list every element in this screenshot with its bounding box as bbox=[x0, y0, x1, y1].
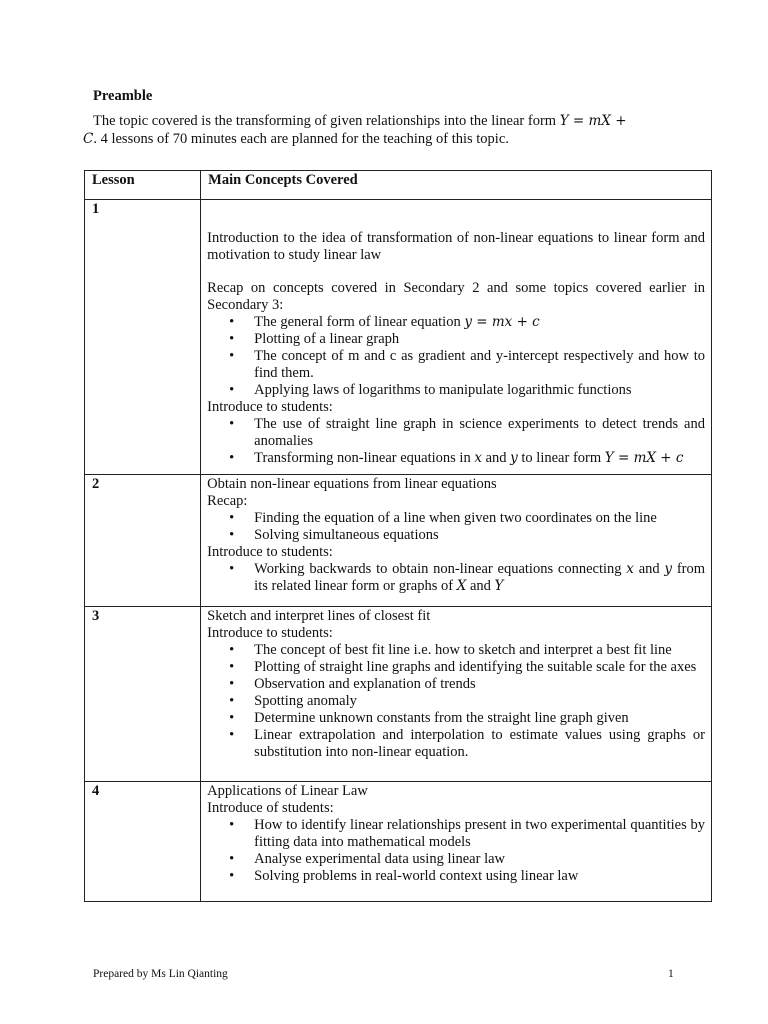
list-item: • Plotting of a linear graph bbox=[207, 331, 705, 348]
list-item: • How to identify linear relationships present in two experimental quantities by fitting data into mathematical models bbox=[207, 817, 705, 851]
list-item: • The use of straight line graph in science experiments to detect trends and anomalies bbox=[207, 416, 705, 450]
table-row-lesson-1 bbox=[85, 200, 712, 475]
lesson-number: 2 bbox=[92, 476, 100, 492]
lesson-2-recap: Recap: bbox=[207, 493, 248, 509]
intro-math-b: C bbox=[83, 131, 94, 147]
lesson-3-introduce: Introduce to students: bbox=[207, 625, 333, 641]
lesson-concepts-cell bbox=[201, 782, 712, 902]
lesson-2-recap-list bbox=[207, 510, 705, 544]
list-item: • Solving simultaneous equations bbox=[207, 527, 705, 544]
header-lesson: Lesson bbox=[85, 171, 201, 200]
lesson-3-list bbox=[207, 642, 705, 761]
lesson-2-introduce: Introduce to students: bbox=[207, 544, 333, 560]
lesson-3-intro: Sketch and interpret lines of closest fit bbox=[207, 608, 431, 624]
list-item: • The concept of best fit line i.e. how to sketch and interpret a best fit line bbox=[207, 642, 705, 659]
footer-page-number: 1 bbox=[668, 968, 674, 980]
lesson-number-cell bbox=[85, 475, 201, 607]
lesson-1-recap-list bbox=[207, 314, 705, 399]
list-item: • Finding the equation of a line when given two coordinates on the line bbox=[207, 510, 705, 527]
list-item: • Spotting anomaly bbox=[207, 693, 705, 710]
footer-author: Prepared by Ms Lin Qianting bbox=[93, 968, 228, 980]
list-item: • The general form of linear equation y = mx + c bbox=[207, 314, 705, 331]
list-item: • Analyse experimental data using linear law bbox=[207, 851, 705, 868]
lesson-4-introduce: Introduce of students: bbox=[207, 800, 334, 816]
intro-text-b: . 4 lessons of 70 minutes each are planned for the teaching of this topic. bbox=[93, 131, 509, 147]
intro-paragraph bbox=[83, 112, 683, 148]
lesson-2-introduce-list bbox=[207, 561, 705, 595]
table-row-lesson-4 bbox=[85, 782, 712, 902]
intro-line-2 bbox=[83, 130, 683, 148]
lesson-concepts-cell bbox=[201, 200, 712, 475]
header-main-concepts: Main Concepts Covered bbox=[201, 171, 712, 200]
lesson-concepts-cell bbox=[201, 475, 712, 607]
intro-line-1 bbox=[83, 112, 683, 130]
lesson-number-cell bbox=[85, 607, 201, 782]
list-item: • Linear extrapolation and interpolation to estimate values using graphs or substitution into non-linear equation. bbox=[207, 727, 705, 761]
list-item: • The concept of m and c as gradient and y-intercept respectively and how to find them. bbox=[207, 348, 705, 382]
lesson-number: 3 bbox=[92, 608, 100, 624]
lesson-4-intro: Applications of Linear Law bbox=[207, 783, 368, 799]
list-item: • Solving problems in real-world context using linear law bbox=[207, 868, 705, 885]
lesson-1-introduce: Introduce to students: bbox=[207, 399, 333, 415]
lesson-number: 4 bbox=[92, 783, 100, 799]
intro-math-a: Y = mX + bbox=[559, 113, 627, 129]
list-item: • Plotting of straight line graphs and identifying the suitable scale for the axes bbox=[207, 659, 705, 676]
list-item: • Working backwards to obtain non-linear equations connecting x and y from its related linear form or graphs of X and Y bbox=[207, 561, 705, 595]
lesson-1-recap: Recap on concepts covered in Secondary 2 and some topics covered earlier in Secondary 3: bbox=[207, 280, 705, 313]
lesson-4-list bbox=[207, 817, 705, 885]
lesson-concepts-cell bbox=[201, 607, 712, 782]
list-item: • Observation and explanation of trends bbox=[207, 676, 705, 693]
lesson-number-cell bbox=[85, 782, 201, 902]
intro-text-a: The topic covered is the transforming of given relationships into the linear form bbox=[93, 113, 557, 129]
lesson-table bbox=[84, 170, 712, 902]
list-item: • Transforming non-linear equations in x and y to linear form Y = mX + c bbox=[207, 450, 705, 467]
lesson-1-intro: Introduction to the idea of transformation of non-linear equations to linear form and motivation to study linear law bbox=[207, 230, 705, 263]
list-item: • Applying laws of logarithms to manipulate logarithmic functions bbox=[207, 382, 705, 399]
lesson-2-intro: Obtain non-linear equations from linear equations bbox=[207, 476, 497, 492]
list-item: • Determine unknown constants from the straight line graph given bbox=[207, 710, 705, 727]
lesson-number: 1 bbox=[92, 201, 100, 217]
lesson-number-cell bbox=[85, 200, 201, 475]
math-expression: Y = mX + c bbox=[604, 450, 684, 466]
page-heading: Preamble bbox=[93, 88, 153, 104]
table-row-lesson-2 bbox=[85, 475, 712, 607]
lesson-1-introduce-list bbox=[207, 416, 705, 467]
math-expression: y = mx + c bbox=[464, 314, 540, 330]
table-row-lesson-3 bbox=[85, 607, 712, 782]
